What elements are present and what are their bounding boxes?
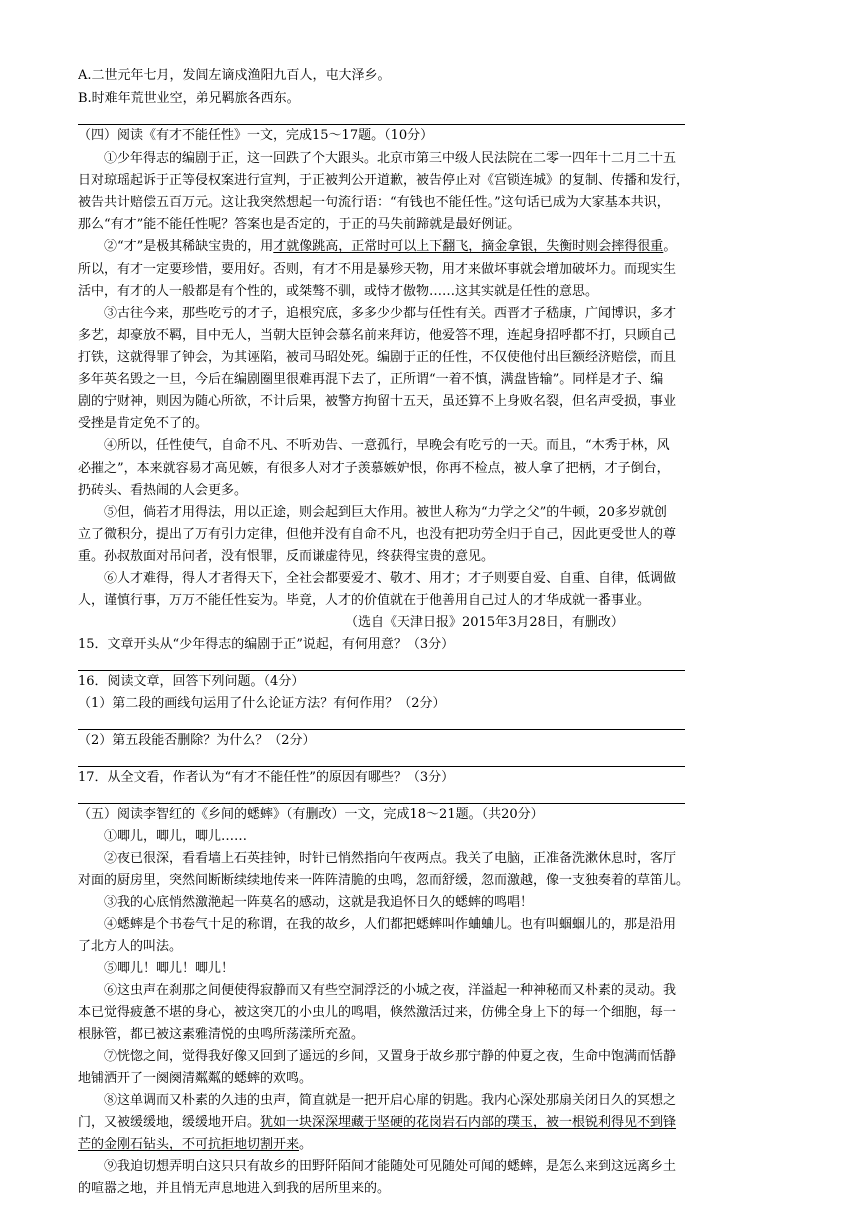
answer-line [78, 670, 685, 671]
s5-p3-line: ③我的心底悄然激滟起一阵莫名的感动，这就是我追怀日久的蟋蟀的鸣唱！ [104, 895, 534, 910]
answer-line [78, 124, 685, 125]
s4-p4-line: 必摧之”，本来就容易才高见嫉，有很多人对才子羡慕嫉妒恨，你再不检点，被人拿了把柄，才子倒台， [78, 461, 670, 476]
s4-p3-line: 打铁，这就得罪了钟会，为其诬陷，被司马昭处死。编剧于正的任性，不仅使他付出巨额经济赔偿，而且 [78, 350, 677, 365]
answer-line [78, 729, 685, 730]
s4-p2-line [104, 239, 788, 255]
s4-p1-line: 日对琼瑶起诉于正等侵权案进行宣判，于正被判公开道歉，被告停止对《宫锁连城》的复制、传播和发行， [78, 173, 690, 188]
s5-p8-line: ⑧这单调而又朴素的久违的虫声，简直就是一把开启心扉的钥匙。我内心深处那扇关闭日久的冥想之 [104, 1093, 677, 1108]
s5-p8-line [78, 1137, 788, 1153]
s5-p8-text: 门，又被缓缓地，缓缓地开启。 [78, 1115, 261, 1130]
s5-p2-line: ②夜已很深，看看墙上石英挂钟，时针已悄然指向午夜两点。我关了电脑，正准备洗漱休息时，客厅 [104, 851, 677, 866]
s4-p3-line: 多年英名毁之一旦，今后在编剧圈里很难再混下去了，正所谓“一着不慎，满盘皆输”。同样是才子、编 [78, 372, 664, 387]
question-16-2: （2）第五段能否删除？为什么？（2分） [78, 733, 316, 748]
s5-p9-line: 的喧嚣之地，并且悄无声息地进入到我的居所里来的。 [78, 1181, 391, 1196]
question-16: 16．阅读文章，回答下列问题。（4分） [78, 674, 305, 689]
s4-p4-line: 扔砖头、看热闹的人会更多。 [78, 483, 248, 498]
s5-p4-line: ④蟋蟀是个书卷气十足的称谓，在我的故乡，人们都把蟋蟀叫作蛐蛐儿。也有叫蝈蝈儿的，那是沿用 [104, 917, 677, 932]
s4-p2-line: 活中，有才的人一般都是有个性的，或桀骜不驯，或恃才傲物……这其实就是任性的意思。 [78, 284, 599, 299]
s5-p6-line: 本已觉得疲惫不堪的身心，被这突兀的小虫儿的鸣唱，倏然激活过来，仿佛全身上下的每一个细胞，每一 [78, 1005, 677, 1020]
s5-p1-line: ①唧儿，唧儿，唧儿…… [104, 829, 248, 844]
s5-p7-line: ⑦恍惚之间，觉得我好像又回到了遥远的乡间，又置身于故乡那宁静的仲夏之夜，生命中饱满而恬静 [104, 1049, 677, 1064]
option-a: A.二世元年七月，发闾左谪戍渔阳九百人，屯大泽乡。 [78, 68, 391, 83]
s4-p3-line: 多艺，却豪放不羁，目中无人，当朝大臣钟会慕名前来拜访，他爱答不理，连起身招呼都不打，只顾自己 [78, 328, 677, 343]
s4-p1-line: 被告共计赔偿五百万元。这让我突然想起一句流行语：“有钱也不能任性。”这句话已成为大家基本共识， [78, 195, 670, 210]
s4-p3-line: ③古往今来，那些吃亏的才子，追根究底，多多少少都与任性有关。西晋才子嵇康，广闻博识，多才 [104, 306, 677, 321]
s4-p5-line: 立了微积分，提出了万有引力定律，但他并没有自命不凡，也没有把功劳全归于自己，因此更受世人的尊 [78, 527, 677, 542]
s4-p3-line: 受挫是肯定免不了的。 [78, 416, 209, 431]
s4-p2-text: 。 [663, 239, 677, 254]
section5-heading: （五）阅读李智红的《乡间的蟋蟀》（有删改）一文，完成18～21题。（共20分） [78, 807, 544, 822]
underlined-sentence: 才就像跳高，正常时可以上下翻飞，摘金拿银，失衡时则会摔得很重 [273, 239, 664, 254]
s4-p2-text: ②“才”是极其稀缺宝贵的，用 [104, 239, 274, 254]
question-16-1: （1）第二段的画线句运用了什么论证方法？有何作用？（2分） [78, 696, 446, 711]
underlined-sentence: 芒的金刚石钻头，不可抗拒地切割开来 [78, 1137, 300, 1152]
s4-p6-line: 人，谨慎行事，万万不能任性妄为。毕竟，人才的价值就在于他善用自己过人的才华成就一番事业。 [78, 593, 651, 608]
s5-p7-line: 地铺洒开了一阕阕清粼粼的蟋蟀的欢鸣。 [78, 1071, 313, 1086]
s5-p8-line [78, 1115, 788, 1131]
question-15: 15．文章开头从“少年得志的编剧于正”说起，有何用意？（3分） [78, 637, 455, 652]
s4-p1-line: ①少年得志的编剧于正，这一回跌了个大跟头。北京市第三中级人民法院在二零一四年十二月二十五 [104, 151, 677, 166]
answer-line [78, 766, 685, 767]
s5-p6-line: ⑥这虫声在刹那之间便使得寂静而又有些空洞浮泛的小城之夜，洋溢起一种神秘而又朴素的灵动。我 [104, 983, 677, 998]
answer-line [78, 803, 685, 804]
s5-p9-line: ⑨我迫切想弄明白这只只有故乡的田野阡陌间才能随处可见随处可闻的蟋蟀，是怎么来到这远离乡土 [104, 1159, 677, 1174]
s5-p4-line: 了北方人的叫法。 [78, 939, 183, 954]
s4-p5-line: 重。孙叔敖面对吊问者，没有恨罪，反而谦虚待见，终获得宝贵的意见。 [78, 549, 495, 564]
question-17: 17．从全文看，作者认为“有才不能任性”的原因有哪些？（3分） [78, 770, 455, 785]
s4-p6-line: ⑥人才难得，得人才者得天下，全社会都要爱才、敬才、用才；才子则要自爱、自重、自律，低调做 [104, 571, 677, 586]
s5-p2-line: 对面的厨房里，突然间断断续续地传来一阵阵清脆的虫鸣，忽而舒缓，忽而激越，像一支独奏着的草笛儿。 [78, 873, 690, 888]
s5-p6-line: 根脉管，都已被这素雅清悦的虫鸣所荡漾所充盈。 [78, 1027, 365, 1042]
s4-p4-line: ④所以，任性使气，自命不凡、不听劝告、一意孤行，早晚会有吃亏的一天。而且，“木秀于林，风 [104, 438, 670, 453]
s5-p8-text: 。 [299, 1137, 313, 1152]
option-b: B.时难年荒世业空，弟兄羁旅各西东。 [78, 91, 300, 106]
underlined-sentence: 犹如一块深深埋藏于坚硬的花岗岩石内部的璞玉，被一根锐利得见不到锋 [260, 1115, 677, 1130]
s4-p1-line: 那么“有才”能不能任性呢？答案也是否定的，于正的马失前蹄就是最好例证。 [78, 217, 521, 232]
s5-p5-line: ⑤唧儿！唧儿！唧儿！ [104, 961, 235, 976]
section4-heading: （四）阅读《有才不能任性》一文，完成15～17题。（10分） [78, 128, 434, 143]
article-source: （选自《天津日报》2015年3月28日，有删改） [345, 615, 624, 630]
s4-p5-line: ⑤但，倘若才用得法，用以正途，则会起到巨大作用。被世人称为“力学之父”的牛顿，20多岁就创 [104, 505, 667, 520]
s4-p2-line: 所以，有才一定要珍惜，要用好。否则，有才不用是暴殄天物，用才来做坏事就会增加破坏力。而现实生 [78, 262, 677, 277]
s4-p3-line: 剧的宁财神，则因为随心所欲，不计后果，被警方拘留十五天，虽还算不上身败名裂，但名声受损，事业 [78, 394, 677, 409]
